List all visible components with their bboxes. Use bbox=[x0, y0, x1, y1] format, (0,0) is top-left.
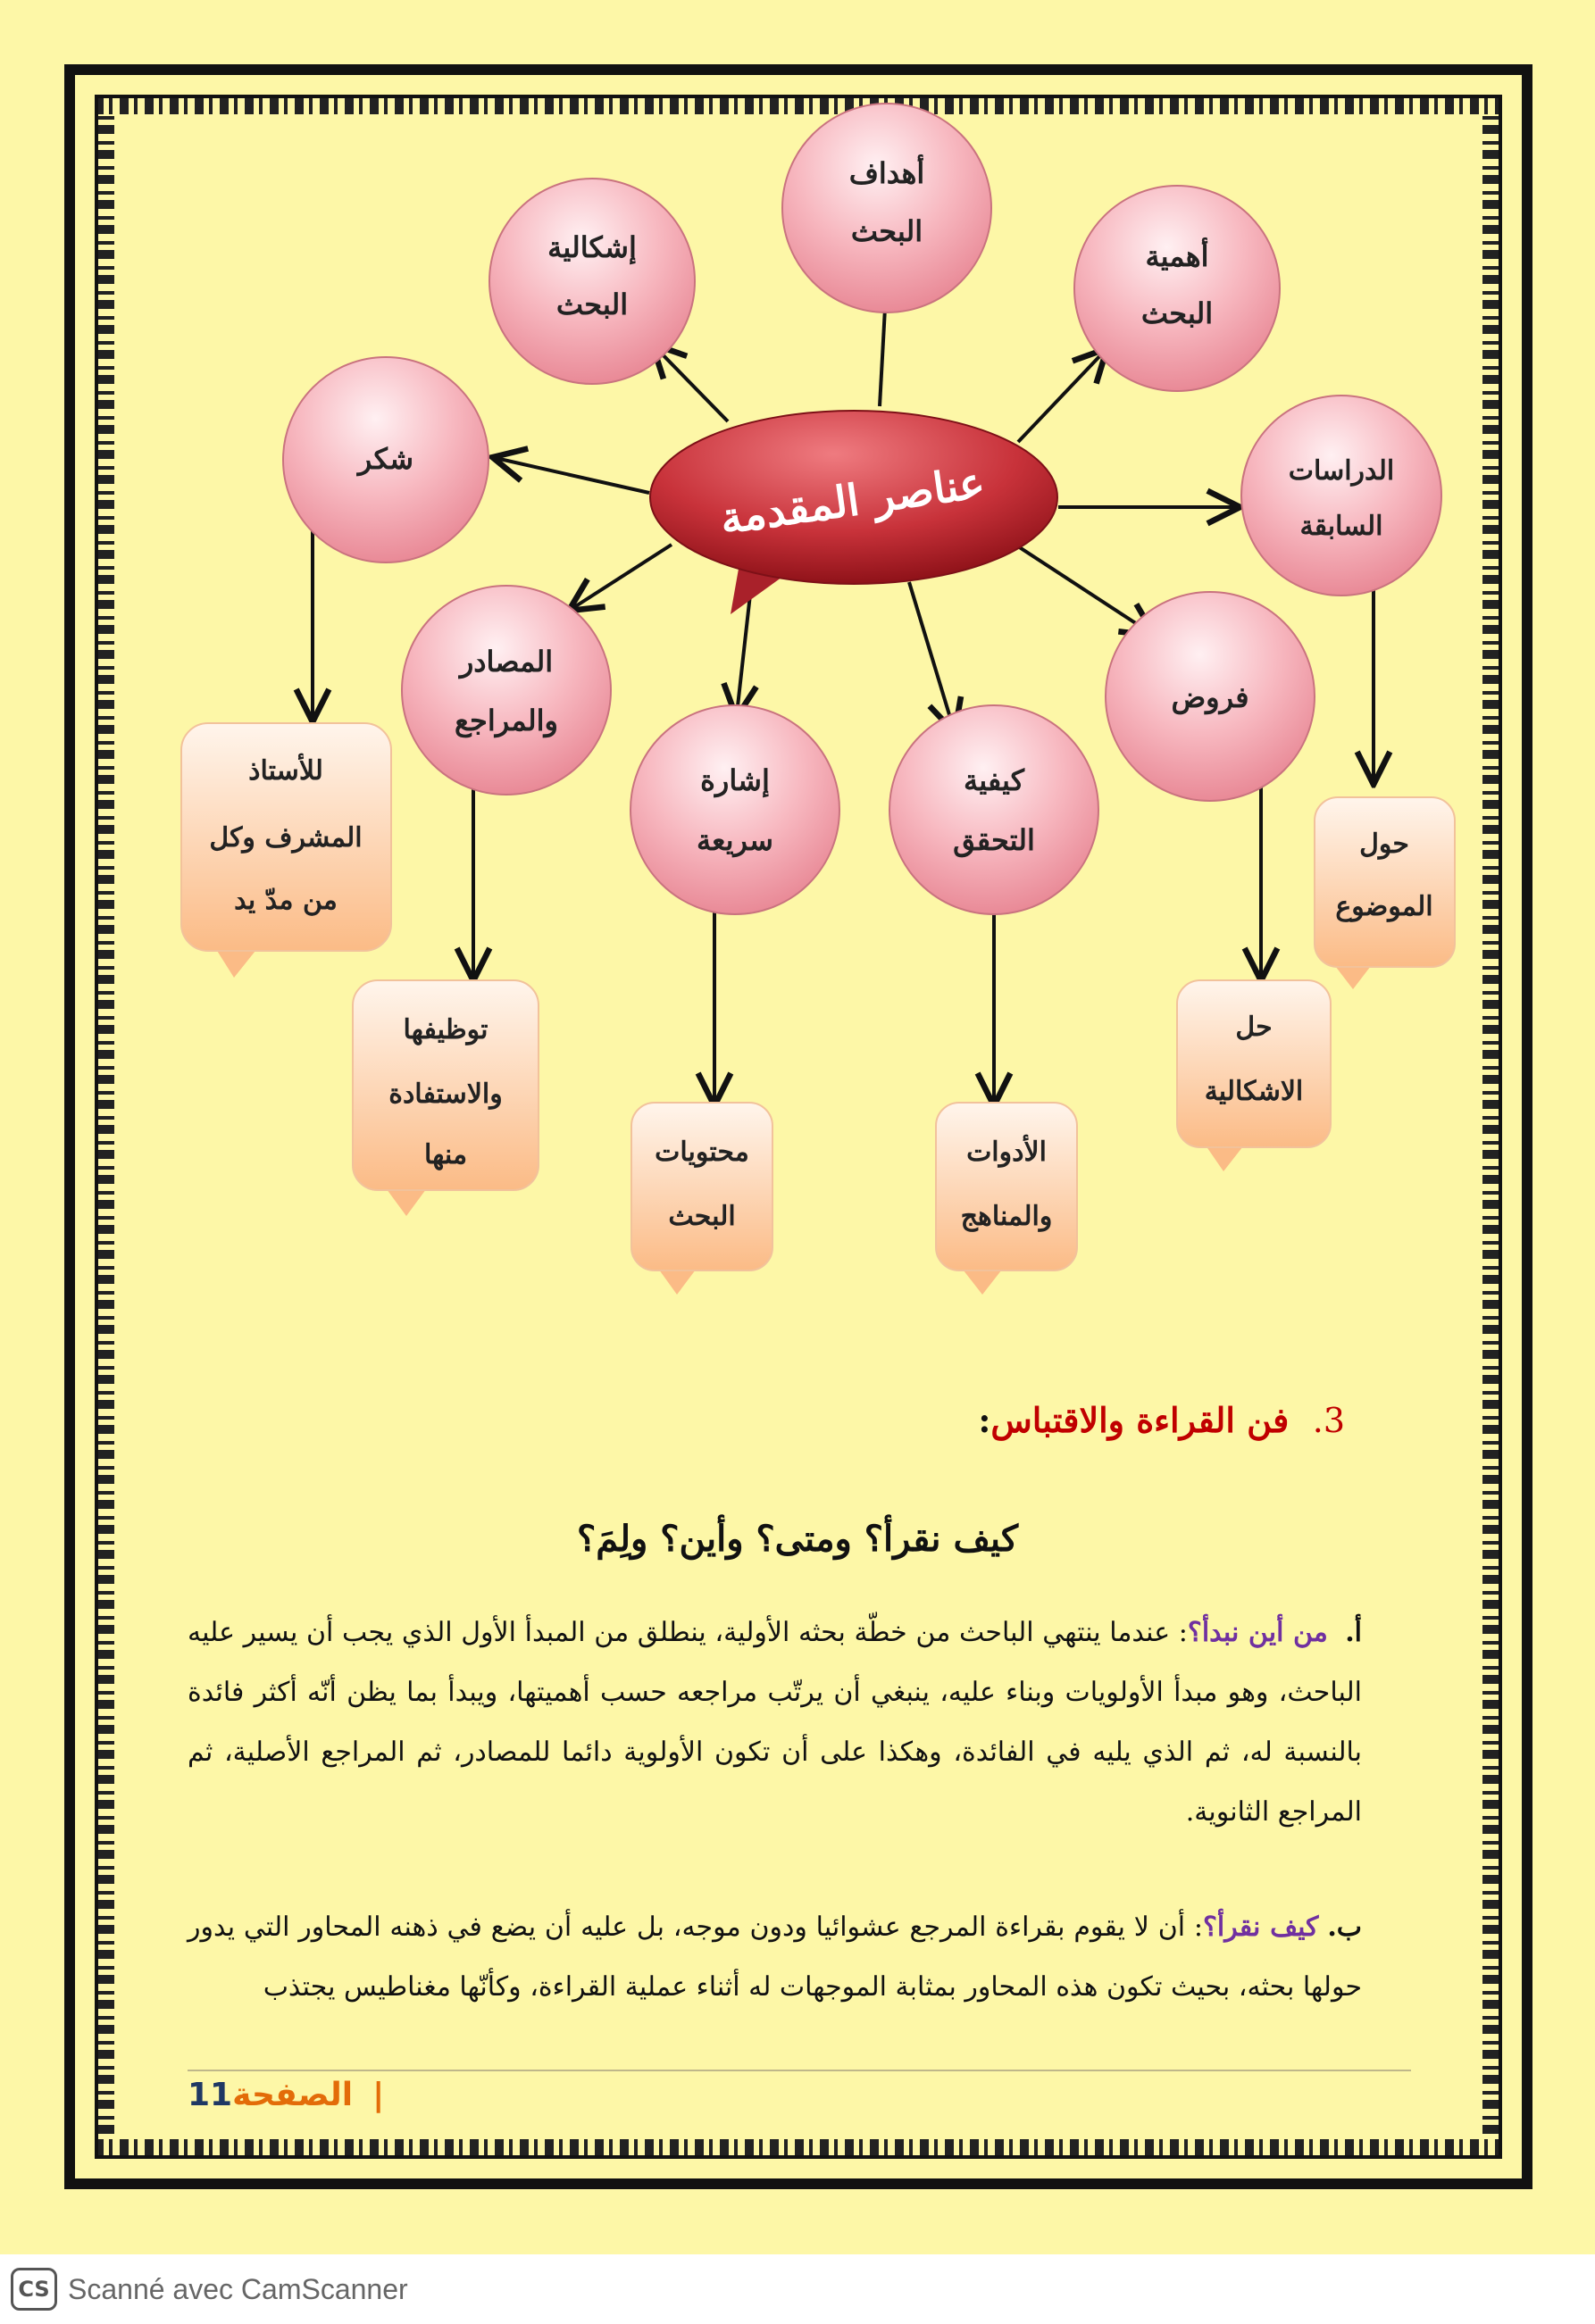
svg-text:أهمية: أهمية bbox=[1145, 239, 1209, 273]
svg-text:البحث: البحث bbox=[850, 214, 923, 248]
svg-text:منها: منها bbox=[423, 1139, 468, 1170]
svg-text:من مدّ يد: من مدّ يد bbox=[234, 885, 338, 916]
svg-text:توظيفها: توظيفها bbox=[403, 1014, 489, 1045]
svg-text:سريعة: سريعة bbox=[697, 823, 773, 857]
svg-text:والمراجع: والمراجع bbox=[455, 704, 558, 737]
page-footer bbox=[188, 2077, 384, 2113]
center-label: عناصر المقدمة bbox=[716, 457, 989, 545]
circle-thanks bbox=[283, 357, 489, 562]
callout-contents bbox=[631, 1103, 772, 1295]
scanner-text: Scanné avec CamScanner bbox=[68, 2272, 408, 2305]
svg-text:البحث: البحث bbox=[668, 1201, 736, 1232]
camscanner-logo-icon: CS bbox=[11, 2268, 57, 2311]
arrow-to-importance bbox=[1018, 351, 1105, 442]
svg-text:حول: حول bbox=[1359, 829, 1409, 860]
paragraph-b-text: : أن لا يقوم بقراءة المرجع عشوائيا ودون موجه، بل عليه أن يضع في ذهنه المحاور التي يدور حولها بحثه، بحيث تكون هذه المحاور بمثابة الموجهات له أثناء عملية القراءة، وكأنّها مغناطيس يجتذب bbox=[188, 1912, 1362, 2003]
svg-text:الموضوع: الموضوع bbox=[1335, 891, 1433, 922]
svg-text:فروض: فروض bbox=[1171, 680, 1249, 714]
center-bubble bbox=[650, 411, 1057, 614]
svg-text:البحث: البحث bbox=[555, 287, 629, 321]
svg-text:المشرف وكل: المشرف وكل bbox=[209, 822, 363, 854]
section-heading bbox=[978, 1400, 1345, 1440]
circle-verification bbox=[889, 705, 1098, 914]
svg-text:والمناهج: والمناهج bbox=[960, 1201, 1053, 1232]
svg-text:التحقق: التحقق bbox=[953, 823, 1035, 857]
svg-text:الدراسات: الدراسات bbox=[1288, 455, 1395, 487]
circle-problem bbox=[489, 179, 695, 384]
section-number: 3. bbox=[1312, 1401, 1345, 1440]
footer-divider bbox=[188, 2070, 1411, 2071]
svg-text:شكر: شكر bbox=[357, 442, 414, 476]
section-title: فن القراءة والاقتباس bbox=[990, 1400, 1290, 1440]
scanner-watermark bbox=[0, 2254, 1595, 2324]
svg-text:إشكالية: إشكالية bbox=[547, 230, 637, 264]
svg-text:السابقة: السابقة bbox=[1299, 511, 1383, 542]
svg-text:الاشكالية: الاشكالية bbox=[1204, 1076, 1304, 1107]
circle-importance bbox=[1074, 186, 1280, 391]
svg-text:محتويات: محتويات bbox=[655, 1137, 749, 1168]
section-colon: : bbox=[978, 1400, 991, 1440]
svg-text:حل: حل bbox=[1235, 1012, 1273, 1043]
svg-text:أهداف: أهداف bbox=[848, 156, 925, 190]
paragraph-a bbox=[188, 1603, 1362, 1842]
arrow-to-thanks bbox=[496, 458, 649, 493]
circle-hypotheses bbox=[1106, 592, 1315, 801]
callout-topic bbox=[1315, 797, 1455, 989]
circle-sources bbox=[402, 586, 611, 795]
page-number: 11 bbox=[188, 2077, 233, 2113]
paragraph-b bbox=[188, 1897, 1362, 2017]
arrow-to-problem bbox=[655, 346, 728, 421]
svg-text:الأدوات: الأدوات bbox=[966, 1137, 1047, 1168]
subheading: كيف نقرأ؟ ومتى؟ وأين؟ ولِمَ؟ bbox=[577, 1518, 1018, 1560]
paragraph-b-marker: ب. bbox=[1327, 1912, 1362, 1943]
paragraph-a-text: : عندما ينتهي الباحث من خطّة بحثه الأولية، ينطلق من المبدأ الأول الذي يجب أن يسير عليه الباحث، وهو مبدأ الأولويات وبناء عليه، ينبغي أن يرتّب مراجعه حسب أهميتها، ويبدأ بما يظن أنّه أكثر فائدة بالنسبة له، ثم الذي يليه في الفائدة، وهكذا على أن تكون الأولوية دائما للمصادر، ثم المراجع الأصلية، ثم المراجع الثانوية. bbox=[188, 1617, 1363, 1828]
callout-tools bbox=[936, 1103, 1077, 1295]
paragraph-b-lead: كيف نقرأ؟ bbox=[1203, 1912, 1319, 1943]
page-label: الصفحة bbox=[232, 2077, 354, 2113]
paragraph-a-lead: من أين نبدأ؟ bbox=[1187, 1617, 1328, 1648]
svg-text:للأستاذ: للأستاذ bbox=[248, 755, 323, 787]
svg-text:والاستفادة: والاستفادة bbox=[388, 1079, 503, 1110]
arrow-to-sources bbox=[572, 545, 672, 609]
circle-goals bbox=[782, 104, 991, 312]
arrow-to-verification bbox=[909, 582, 954, 729]
callout-solution bbox=[1177, 980, 1331, 1171]
callout-supervisor bbox=[181, 723, 391, 978]
svg-text:كيفية: كيفية bbox=[964, 763, 1024, 797]
svg-text:المصادر: المصادر bbox=[459, 645, 554, 679]
paragraph-a-marker: أ. bbox=[1345, 1617, 1362, 1648]
footer-separator: | bbox=[372, 2077, 385, 2113]
circle-quick-ref bbox=[630, 705, 839, 914]
arrow-to-hypotheses bbox=[1018, 546, 1152, 634]
circle-previous-studies bbox=[1241, 396, 1441, 596]
callout-employment bbox=[353, 980, 539, 1216]
svg-text:البحث: البحث bbox=[1140, 296, 1214, 330]
svg-text:إشارة: إشارة bbox=[700, 763, 770, 797]
